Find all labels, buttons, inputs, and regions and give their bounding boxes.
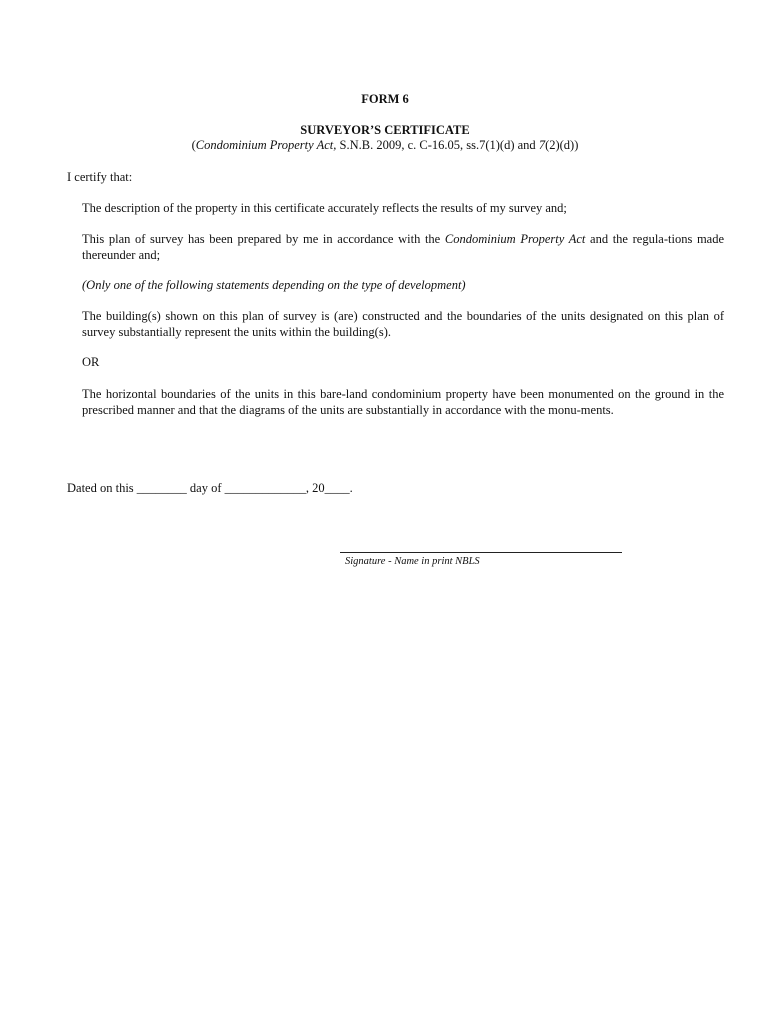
signature-line [340,552,622,553]
dated-line: Dated on this ________ day of _____________, 20____. [67,481,353,495]
statement-bare-land: The horizontal boundaries of the units in this bare-land condominium property have been monumented on the ground in the prescribed manner and that the diagrams of the units are substantially in accordance with the monu-ments. [82,387,724,417]
statement-description: The description of the property in this certificate accurately reflects the results of my survey and; [82,201,567,215]
statement-buildings: The building(s) shown on this plan of survey is (are) constructed and the boundaries of the units designated on this plan of survey substantially represent the units within the building(s). [82,309,724,339]
plan-prepared-text-b: and the regula-tions made thereunder and; [82,232,725,262]
citation-act: Condominium Property Act, [195,138,337,152]
or-separator: OR [82,355,100,369]
citation-rest2: (2)(d)) [545,138,579,152]
statement-plan-prepared [82,231,724,263]
form-number: FORM 6 [361,92,409,106]
statement-instruction: (Only one of the following statements depending on the type of development) [82,278,466,292]
certify-intro: I certify that: [67,170,133,184]
citation-seven: 7 [538,138,546,152]
plan-prepared-act: Condominium Property Act [444,232,586,246]
citation-rest1: S.N.B. 2009, c. C-16.05, ss.7(1)(d) and [336,138,539,152]
citation-open: ( [191,138,196,152]
signature-label: Signature - Name in print NBLS [345,556,480,567]
form-citation [0,137,770,153]
form-title: SURVEYOR’S CERTIFICATE [300,123,470,137]
plan-prepared-text-a: This plan of survey has been prepared by me in accordance with the [82,232,445,246]
